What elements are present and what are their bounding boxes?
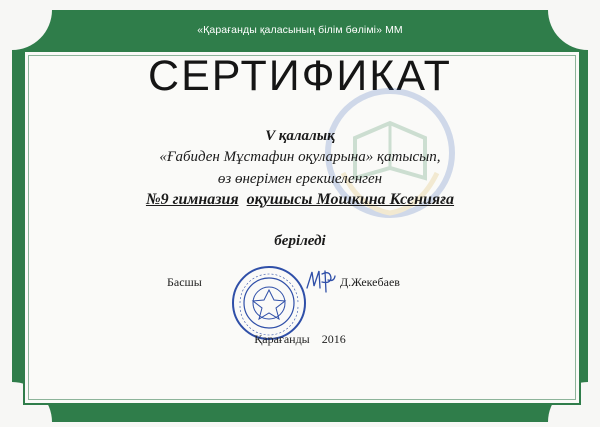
place-date — [0, 332, 600, 347]
inner-panel — [23, 50, 581, 405]
role-label: Басшы — [167, 275, 202, 289]
event-edition: V қалалық — [265, 128, 335, 144]
year: 2016 — [321, 332, 346, 346]
recipient-school: №9 гимназия — [145, 191, 239, 208]
director-name: Д.Жекебаев — [340, 275, 400, 289]
signature-icon — [304, 268, 338, 294]
recipient-line — [0, 191, 600, 209]
distinction-line: өз өнерімен ерекшеленген — [217, 171, 383, 187]
city-name: Қарағанды — [254, 332, 310, 346]
certificate-title: СЕРТИФИКАТ — [148, 52, 452, 100]
organization-line: «Қарағанды қаласының білім бөлімі» ММ — [197, 24, 403, 36]
event-name: «Ғабиден Мұстафин оқуларына» қатысып, — [159, 149, 441, 165]
official-seal-icon — [230, 264, 308, 342]
recipient-name: оқушысы Мошкина Ксенияға — [246, 191, 455, 208]
awarded-label: беріледі — [274, 233, 326, 249]
